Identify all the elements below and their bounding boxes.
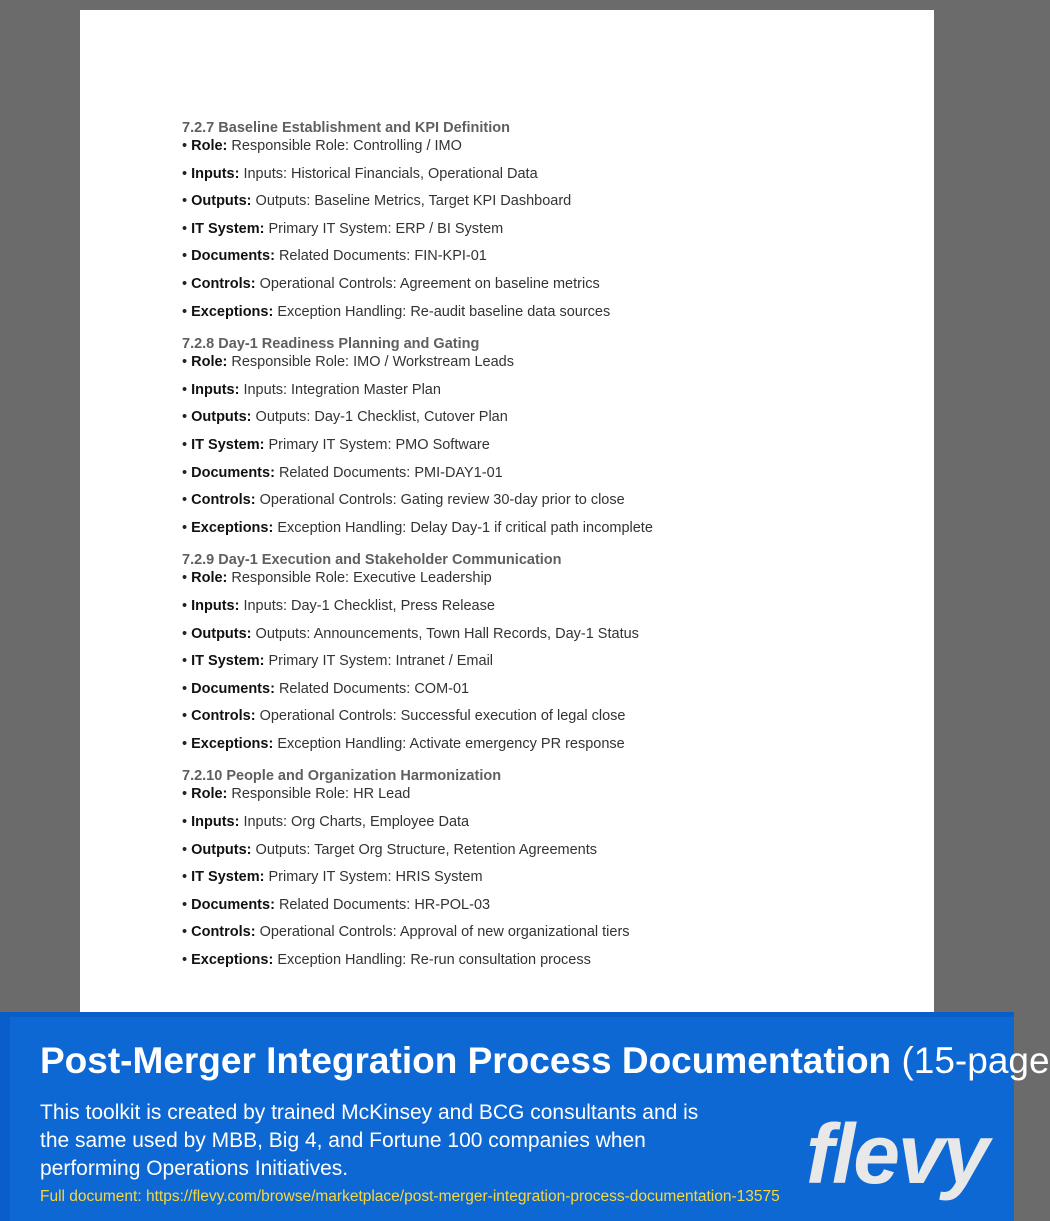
item-label: Outputs:	[191, 193, 252, 210]
list-item	[182, 625, 882, 653]
item-value: Outputs: Target Org Structure, Retention Agreements	[255, 841, 598, 858]
list-item	[182, 707, 882, 735]
document-content	[182, 114, 882, 983]
item-label: Controls:	[191, 275, 256, 292]
list-item	[182, 680, 882, 708]
bullet-icon: •	[182, 814, 192, 831]
item-value: Primary IT System: ERP / BI System	[268, 220, 504, 237]
bullet-icon: •	[182, 303, 192, 320]
item-label: Exceptions:	[191, 952, 274, 969]
item-value: Primary IT System: HRIS System	[268, 869, 483, 886]
item-value: Related Documents: PMI-DAY1-01	[278, 464, 503, 481]
list-item	[182, 408, 882, 436]
bullet-icon: •	[182, 896, 192, 913]
item-label: IT System:	[191, 653, 265, 670]
bullet-icon: •	[182, 464, 192, 481]
banner-title: Post-Merger Integration Process Documentation (15-page	[40, 1040, 1050, 1081]
list-item	[182, 491, 882, 519]
list-item	[182, 436, 882, 464]
item-label: Role:	[191, 786, 228, 803]
item-label: Documents:	[191, 680, 275, 697]
item-value: Outputs: Baseline Metrics, Target KPI Dashboard	[255, 193, 572, 210]
item-value: Operational Controls: Gating review 30-day prior to close	[259, 492, 625, 509]
item-label: Outputs:	[191, 409, 252, 426]
item-label: Inputs:	[191, 814, 240, 831]
bullet-icon: •	[182, 275, 192, 292]
item-label: Documents:	[191, 464, 275, 481]
item-value: Responsible Role: Executive Leadership	[231, 570, 492, 587]
list-item	[182, 137, 882, 165]
bullet-icon: •	[182, 625, 192, 642]
list-item	[182, 353, 882, 381]
document-page	[80, 10, 934, 1012]
bullet-icon: •	[182, 381, 192, 398]
item-value: Operational Controls: Agreement on baseline metrics	[259, 275, 600, 292]
list-item	[182, 951, 882, 979]
item-value: Exception Handling: Activate emergency PR response	[277, 735, 625, 752]
item-label: Outputs:	[191, 625, 252, 642]
item-value: Primary IT System: Intranet / Email	[268, 653, 494, 670]
list-item	[182, 868, 882, 896]
bullet-icon: •	[182, 841, 192, 858]
process-section	[182, 335, 882, 546]
item-label: Role:	[191, 138, 228, 154]
item-value: Inputs: Org Charts, Employee Data	[243, 814, 470, 831]
item-value: Outputs: Day-1 Checklist, Cutover Plan	[255, 409, 508, 426]
list-item	[182, 841, 882, 869]
item-label: IT System:	[191, 220, 265, 237]
list-item	[182, 303, 882, 331]
list-item	[182, 597, 882, 625]
bullet-icon: •	[182, 220, 192, 237]
bullet-icon: •	[182, 492, 192, 509]
item-value: Related Documents: FIN-KPI-01	[278, 248, 487, 265]
list-item	[182, 165, 882, 193]
process-section	[182, 767, 882, 978]
flevy-logo: flevy	[806, 1107, 988, 1201]
item-label: Role:	[191, 354, 228, 371]
item-value: Primary IT System: PMO Software	[268, 436, 490, 453]
banner-description: This toolkit is created by trained McKinsey and BCG consultants and is the same used by MBB, Big 4, and Fortune 100 companies when performing Operations Initiatives.	[40, 1101, 699, 1180]
item-value: Related Documents: COM-01	[278, 680, 470, 697]
section-heading: 7.2.7 Baseline Establishment and KPI Definition	[182, 120, 510, 136]
bullet-icon: •	[182, 193, 192, 210]
full-document-link[interactable]: Full document: https://flevy.com/browse/marketplace/post-merger-integration-process-documentation-13575	[40, 1188, 780, 1205]
item-label: Inputs:	[191, 165, 240, 182]
bullet-icon: •	[182, 436, 192, 453]
bullet-icon: •	[182, 708, 192, 725]
promo-banner	[0, 1012, 1050, 1221]
item-label: Documents:	[191, 896, 275, 913]
item-value: Operational Controls: Approval of new organizational tiers	[259, 924, 630, 941]
process-section	[182, 551, 882, 762]
list-item	[182, 923, 882, 951]
bullet-icon: •	[182, 165, 192, 182]
bullet-icon: •	[182, 952, 192, 969]
bullet-icon: •	[182, 248, 192, 265]
list-item	[182, 652, 882, 680]
bullet-icon: •	[182, 138, 192, 154]
item-value: Responsible Role: HR Lead	[231, 786, 411, 803]
item-label: Exceptions:	[191, 735, 274, 752]
item-value: Outputs: Announcements, Town Hall Records, Day-1 Status	[255, 625, 639, 642]
item-value: Inputs: Integration Master Plan	[243, 381, 441, 398]
item-value: Exception Handling: Re-audit baseline data sources	[277, 303, 611, 320]
list-item	[182, 519, 882, 547]
item-value: Responsible Role: Controlling / IMO	[231, 138, 462, 154]
item-label: IT System:	[191, 436, 265, 453]
list-item	[182, 220, 882, 248]
bullet-icon: •	[182, 680, 192, 697]
list-item	[182, 813, 882, 841]
section-heading: 7.2.10 People and Organization Harmonization	[182, 768, 502, 785]
list-item	[182, 785, 882, 813]
item-value: Related Documents: HR-POL-03	[278, 896, 491, 913]
bullet-icon: •	[182, 570, 192, 587]
bullet-icon: •	[182, 519, 192, 536]
item-value: Exception Handling: Delay Day-1 if critical path incomplete	[277, 519, 653, 536]
item-value: Responsible Role: IMO / Workstream Leads	[231, 354, 514, 371]
bullet-icon: •	[182, 354, 192, 371]
bullet-icon: •	[182, 924, 192, 941]
bullet-icon: •	[182, 409, 192, 426]
section-heading: 7.2.8 Day-1 Readiness Planning and Gating	[182, 336, 480, 353]
list-item	[182, 464, 882, 492]
list-item	[182, 275, 882, 303]
item-label: Inputs:	[191, 597, 240, 614]
bullet-icon: •	[182, 597, 192, 614]
bullet-icon: •	[182, 786, 192, 803]
item-value: Inputs: Historical Financials, Operational Data	[243, 165, 538, 182]
item-label: Controls:	[191, 492, 256, 509]
item-label: Inputs:	[191, 381, 240, 398]
item-label: Outputs:	[191, 841, 252, 858]
list-item	[182, 247, 882, 275]
item-label: Role:	[191, 570, 228, 587]
promo-banner-inner	[10, 1017, 1050, 1221]
bullet-icon: •	[182, 869, 192, 886]
list-item	[182, 381, 882, 409]
list-item	[182, 569, 882, 597]
bullet-icon: •	[182, 653, 192, 670]
item-label: Controls:	[191, 708, 256, 725]
list-item	[182, 735, 882, 763]
bullet-icon: •	[182, 735, 192, 752]
list-item	[182, 896, 882, 924]
process-section	[182, 119, 882, 330]
list-item	[182, 192, 882, 220]
item-label: Controls:	[191, 924, 256, 941]
item-value: Operational Controls: Successful execution of legal close	[259, 708, 626, 725]
section-heading: 7.2.9 Day-1 Execution and Stakeholder Communication	[182, 552, 562, 569]
item-label: Exceptions:	[191, 303, 274, 320]
item-label: IT System:	[191, 869, 265, 886]
item-value: Exception Handling: Re-run consultation process	[277, 952, 591, 969]
item-label: Documents:	[191, 248, 275, 265]
item-value: Inputs: Day-1 Checklist, Press Release	[243, 597, 495, 614]
item-label: Exceptions:	[191, 519, 274, 536]
